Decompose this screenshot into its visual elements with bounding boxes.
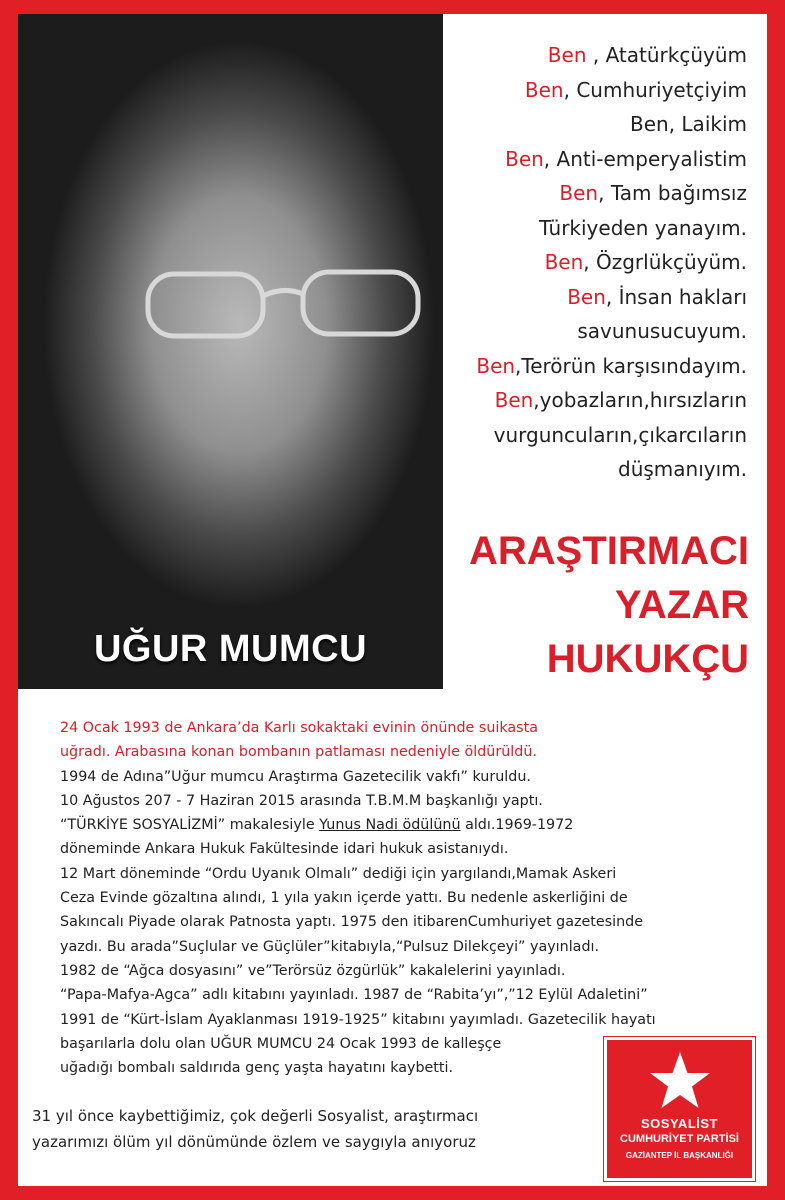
bio-line: uğadığı bombalı saldırıda genç yaşta hayatını kaybetti.	[60, 1060, 454, 1077]
creed-line: Ben,yobazların,hırsızların	[494, 388, 747, 412]
bio-line: 12 Mart döneminde “Ordu Uyanık Olmalı” dediği için yargılandı,Mamak Askeri	[60, 865, 617, 882]
logo-line1: SOSYALİST	[641, 1116, 718, 1131]
title-researcher: ARAŞTIRMACI	[469, 529, 749, 573]
bio-line: başarılarla dolu olan UĞUR MUMCU 24 Ocak 1993 de kalleşçe	[60, 1035, 502, 1052]
award-name: Yunus Nadi ödülünü	[319, 817, 461, 834]
creed-line: Ben, Özgrlükçüyüm.	[544, 250, 747, 274]
logo-line2: CUMHURİYET PARTİSİ	[620, 1133, 739, 1145]
photo-caption: UĞUR MUMCU	[93, 628, 368, 670]
profession-titles	[469, 524, 749, 686]
closing-line: yazarımızı ölüm yıl dönümünde özlem ve saygıyla anıyoruz	[32, 1133, 476, 1151]
party-logo	[604, 1037, 755, 1181]
bio-line: Ceza Evinde gözaltına alındı, 1 yıla yakın içerde yattı. Bu nedenle askerliğini de	[60, 890, 628, 907]
creed-line: savunusucuyum.	[577, 319, 747, 343]
bio-line: 24 Ocak 1993 de Ankara’da Karlı sokaktaki evinin önünde suikasta	[60, 720, 538, 736]
bio-line: “TÜRKİYE SOSYALİZMİ” makalesiyle Yunus Nadi ödülünü aldı.1969-1972	[60, 817, 574, 834]
creed-line: Ben,Terörün karşısındayım.	[476, 353, 747, 378]
bio-line: 1982 de “Ağca dosyasını” ve”Terörsüz özgürlük” kakalelerini yayınladı.	[60, 962, 566, 979]
creed-line: Ben, Anti-emperyalistim	[505, 146, 747, 171]
biography-text	[60, 716, 740, 1080]
creed-line: vurguncuların,çıkarcıların	[493, 422, 747, 447]
portrait-photo	[18, 14, 443, 689]
bio-line: 10 Ağustos 207 - 7 Haziran 2015 arasında T.B.M.M başkanlığı yaptı.	[60, 792, 543, 809]
creed-line: Ben, İnsan hakları	[567, 284, 747, 309]
creed-line: Ben , Atatürkçüyüm	[547, 43, 747, 67]
creed-line: Ben, Laikim	[630, 112, 747, 136]
title-writer: YAZAR	[614, 583, 749, 627]
bio-line: 1994 de Adına”Uğur mumcu Araştırma Gazetecilik vakfı” kuruldu.	[60, 768, 531, 785]
creed-line: Ben, Cumhuriyetçiyim	[524, 77, 747, 102]
bio-line: döneminde Ankara Hukuk Fakültesinde idari hukuk asistanıydı.	[60, 841, 509, 858]
bio-line: “Papa-Mafya-Agca” adlı kitabını yayınladı. 1987 de “Rabita’yı”,”12 Eylül Adaletini”	[60, 987, 648, 1004]
creed-line: Türkiyeden yanayım.	[539, 215, 747, 240]
star-icon	[648, 1050, 712, 1112]
bio-line: 1991 de “Kürt-İslam Ayaklanması 1919-1925” kitabını yayımladı. Gazetecilik hayatı	[60, 1011, 656, 1028]
bio-line: uğradı. Arabasına konan bombanın patlaması nedeniyle öldürüldü.	[60, 744, 537, 761]
creed-line: Ben, Tam bağımsız	[559, 181, 747, 205]
logo-line3: GAZİANTEP İL BAŞKANLIĞI	[625, 1151, 734, 1160]
title-lawyer: HUKUKÇU	[546, 637, 749, 681]
closing-line: 31 yıl önce kaybettiğimiz, çok değerli Sosyalist, araştırmacı	[32, 1107, 479, 1125]
bio-line: Sakıncalı Piyade olarak Patnosta yaptı. 1975 den itibarenCumhuriyet gazetesinde	[60, 914, 644, 931]
closing-message	[32, 1103, 592, 1155]
glasses-icon	[138, 264, 438, 344]
creed-line: düşmanıyım.	[618, 457, 747, 481]
creed-text	[417, 38, 747, 487]
bio-line: yazdı. Bu arada”Suçlular ve Güçlüler”kitabıyla,“Pulsuz Dilekçeyi” yayınladı.	[60, 938, 600, 955]
